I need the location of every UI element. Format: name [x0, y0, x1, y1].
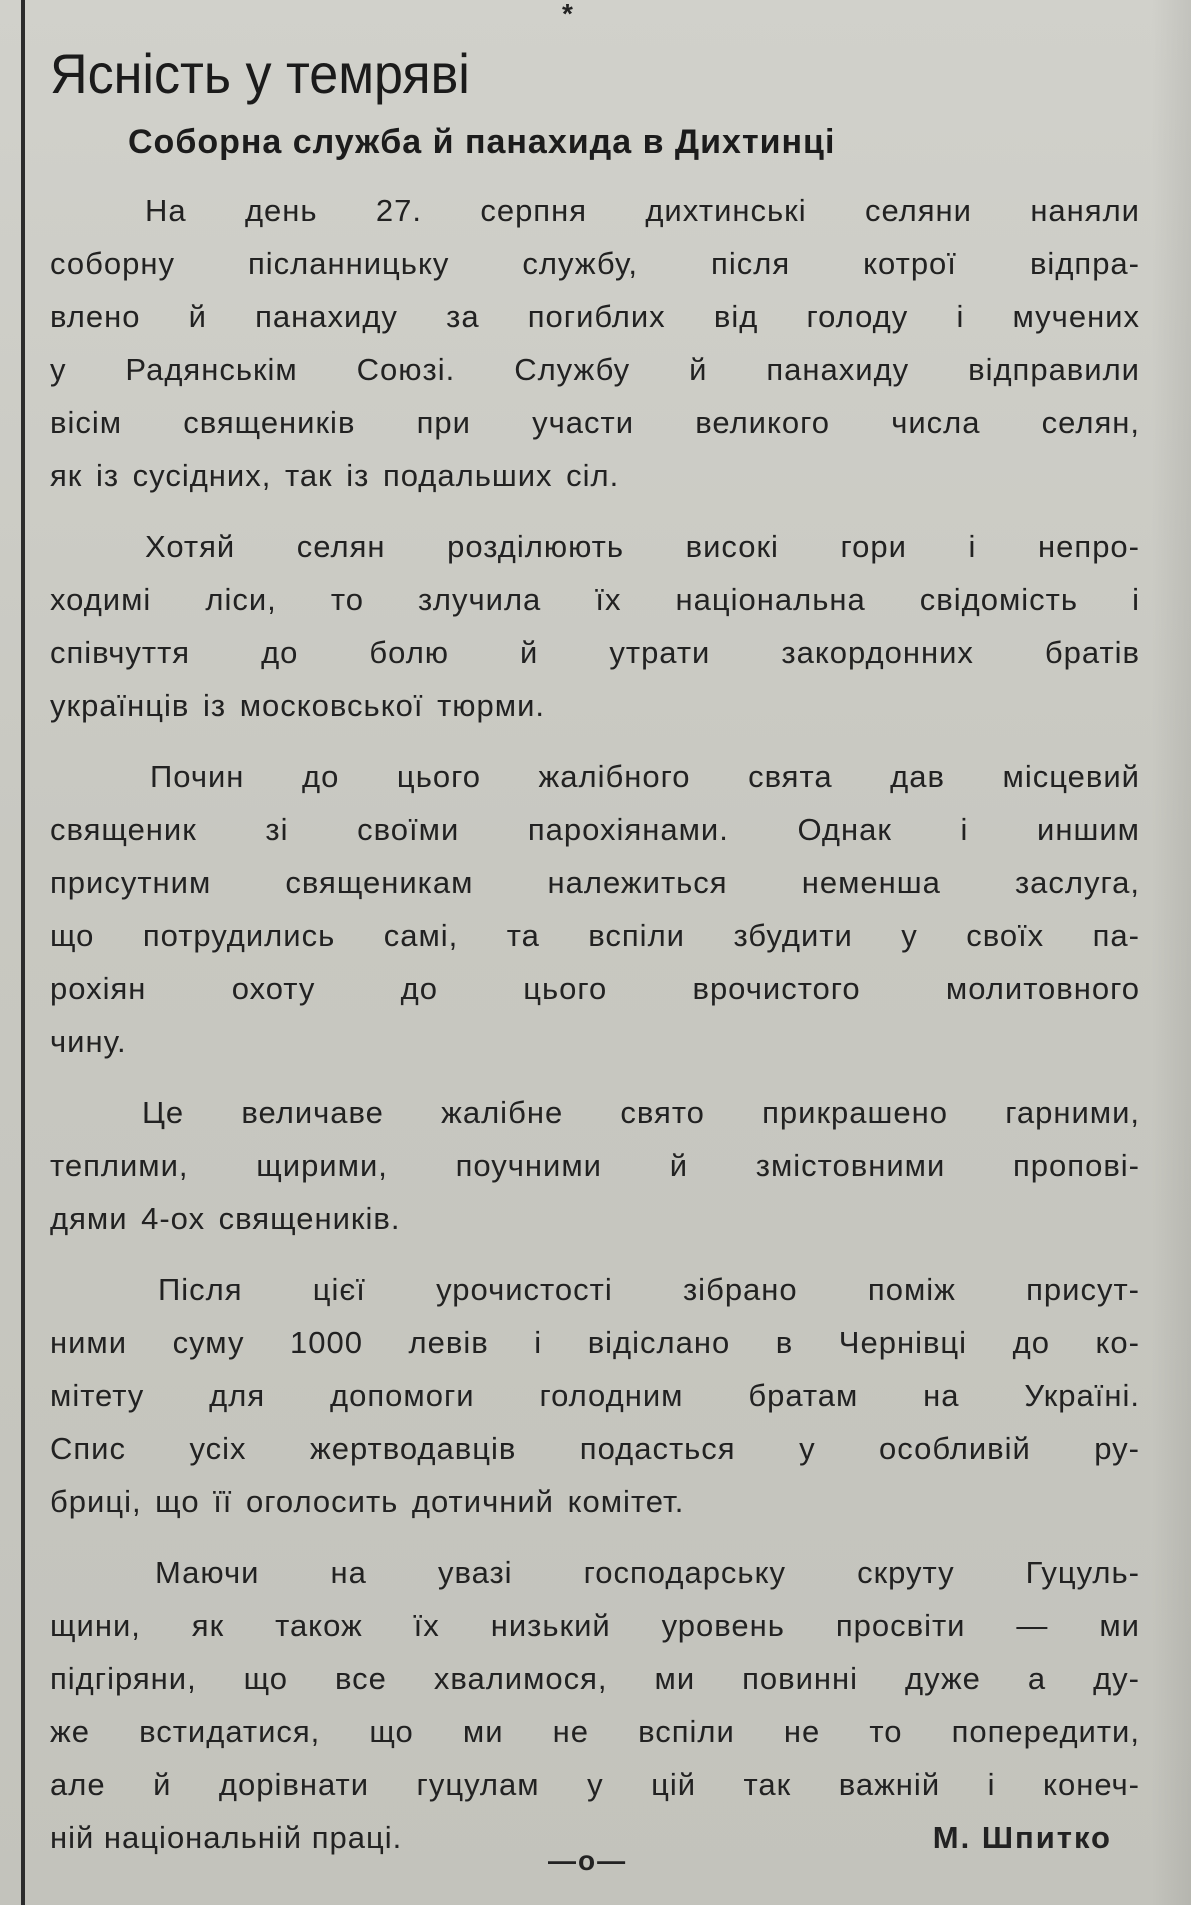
text-line: чину. [50, 1024, 127, 1059]
section-divider: —о— [548, 1845, 628, 1876]
text-line: Це величаве жалібне свято прикрашено гарними, [142, 1095, 1140, 1130]
text-line: що потрудились самі, та вспіли збудити у своїх па- [50, 918, 1140, 953]
paragraph-1 [50, 184, 1140, 502]
text-line: як із сусідних, так із подальших сіл. [50, 458, 620, 493]
text-line: бриці, що її оголосить дотичний комітет. [50, 1484, 685, 1519]
text-line: підгіряни, що все хвалимося, ми повинні дуже а ду- [50, 1661, 1140, 1696]
text-line: Спис усіх жертводавців подасться у особливій ру- [50, 1431, 1140, 1466]
article [50, 40, 1140, 1882]
text-line: Почин до цього жалібного свята дав місцевий [150, 759, 1140, 794]
paragraph-5 [50, 1263, 1140, 1528]
text-line: ними суму 1000 левів і відіслано в Чернівці до ко- [50, 1325, 1140, 1360]
headline: Ясність у темряві [50, 42, 470, 105]
text-line: щини, як також їх низький уровень просвіти — ми [50, 1608, 1140, 1643]
article-body [50, 184, 1140, 1864]
text-line: але й дорівнати гуцулам у цій так важній і конеч- [50, 1767, 1140, 1802]
text-line: соборну післанницьку службу, після котрої відпра- [50, 246, 1140, 281]
text-line: священик зі своїми парохіянами. Однак і иншим [50, 812, 1140, 847]
text-line: ходимі ліси, то злучила їх національна свідомість і [50, 582, 1140, 617]
ornament-asterisk: * [562, 0, 573, 29]
author-signature: М. Шпитко [932, 1820, 1112, 1855]
text-line: же встидатися, що ми не вспіли не то попередити, [50, 1714, 1140, 1749]
text-line: дями 4-ох священиків. [50, 1201, 401, 1236]
text-line: ній національній праці. [50, 1820, 403, 1855]
paragraph-4 [50, 1086, 1140, 1245]
text-line: рохіян охоту до цього врочистого молитовного [50, 971, 1140, 1006]
text-line: теплими, щирими, поучними й змістовними пропові- [50, 1148, 1140, 1183]
text-line: мітету для допомоги голодним братам на Україні. [50, 1378, 1140, 1413]
text-line: вісім священиків при участи великого числа селян, [50, 405, 1140, 440]
paragraph-3 [50, 750, 1140, 1068]
paragraph-2 [50, 520, 1140, 732]
text-line: Після цієї урочистості зібрано поміж присут- [158, 1272, 1140, 1307]
text-line: На день 27. серпня дихтинські селяни наняли [145, 193, 1140, 228]
text-line: присутним священикам належиться неменша заслуга, [50, 865, 1140, 900]
text-line: Хотяй селян розділюють високі гори і непро- [145, 529, 1140, 564]
page-shadow [1151, 0, 1191, 1905]
text-line: українців із московської тюрми. [50, 688, 545, 723]
text-line: влено й панахиду за погиблих від голоду і мучених [50, 299, 1140, 334]
paragraph-6 [50, 1546, 1140, 1864]
subheadline: Соборна служба й панахида в Дихтинці [128, 123, 836, 161]
text-line: у Радянськім Союзі. Службу й панахиду відправили [50, 352, 1140, 387]
text-line: Маючи на увазі господарську скруту Гуцуль- [155, 1555, 1140, 1590]
column-rule [21, 0, 25, 1905]
text-line: співчуття до болю й утрати закордонних братів [50, 635, 1140, 670]
